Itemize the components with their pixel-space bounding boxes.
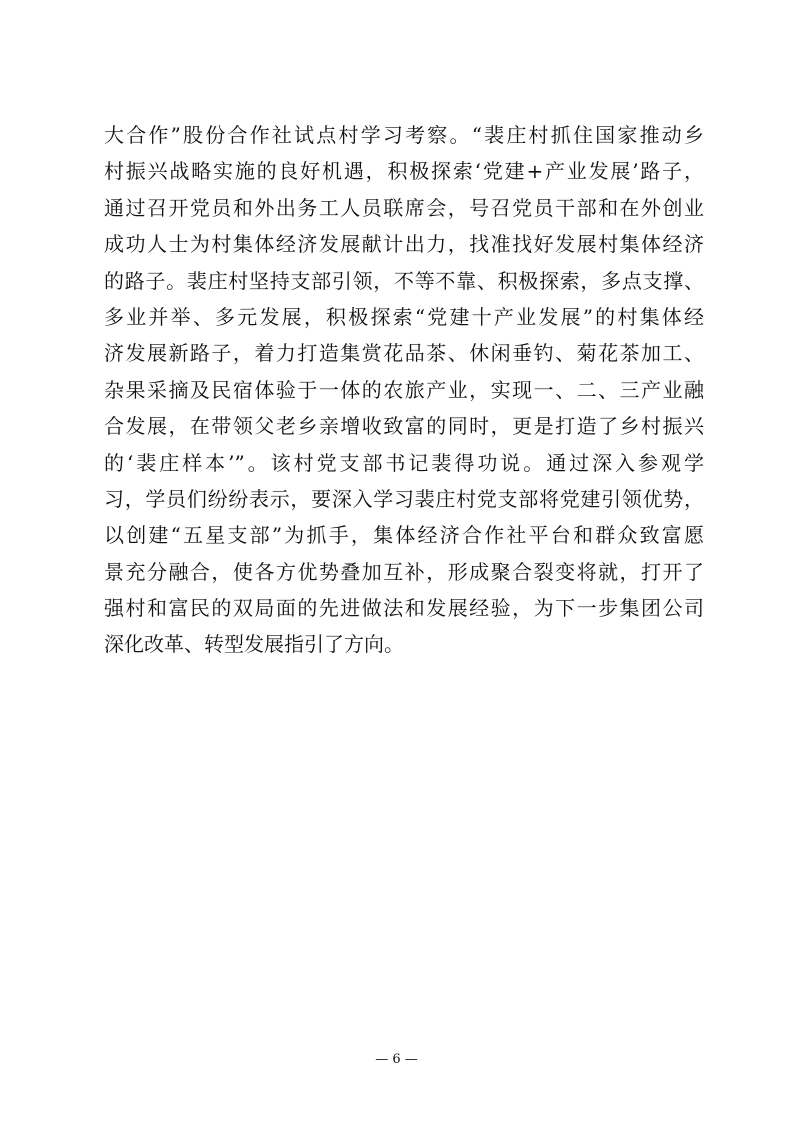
paragraph-line: 的‘裴庄样本’”。该村党支部书记裴得功说。通过深入参观学 — [104, 450, 704, 475]
paragraph-line: 合发展，在带领父老乡亲增收致富的同时，更是打造了乡村振兴 — [104, 414, 704, 439]
paragraph-line: 大合作”股份合作社试点村学习考察。“裴庄村抓住国家推动乡 — [104, 123, 704, 147]
paragraph-line: 成功人士为村集体经济发展献计出力，找准找好发展村集体经济 — [104, 232, 704, 257]
page-number: — 6 — — [375, 1052, 418, 1067]
paragraph-line: 杂果采摘及民宿体验于一体的农旅产业，实现一、二、三产业融 — [104, 377, 704, 402]
paragraph-line: 通过召开党员和外出务工人员联席会，号召党员干部和在外创业 — [104, 195, 704, 220]
paragraph-line: 习，学员们纷纷表示，要深入学习裴庄村党支部将党建引领优势， — [104, 486, 704, 511]
paragraph-line: 深化改革、转型发展指引了方向。 — [104, 632, 404, 657]
paragraph-line: 强村和富民的双局面的先进做法和发展经验，为下一步集团公司 — [104, 596, 704, 621]
paragraph-line: 以创建“五星支部”为抓手，集体经济合作社平台和群众致富愿 — [104, 523, 704, 548]
paragraph-line: 村振兴战略实施的良好机遇，积极探索‘党建+产业发展’路子， — [104, 159, 704, 184]
paragraph-line: 多业并举、多元发展，积极探索“党建十产业发展”的村集体经 — [104, 304, 704, 329]
paragraph-line: 景充分融合，使各方优势叠加互补，形成聚合裂变将就，打开了 — [104, 559, 704, 584]
paragraph-line: 的路子。裴庄村坚持支部引领，不等不靠、积极探索，多点支撑、 — [104, 268, 704, 293]
paragraph-line: 济发展新路子，着力打造集赏花品茶、休闲垂钓、菊花茶加工、 — [104, 341, 704, 366]
body-paragraph — [104, 117, 704, 663]
